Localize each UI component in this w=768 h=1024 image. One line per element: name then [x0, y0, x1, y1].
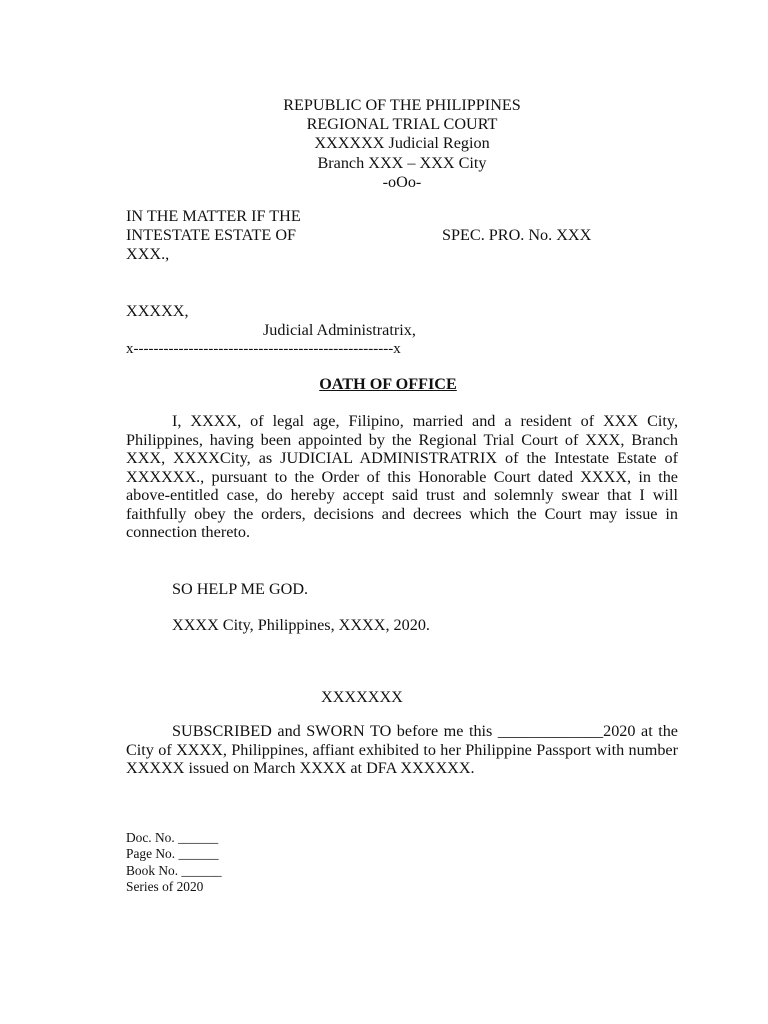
doc-number: Doc. No. ______ — [126, 830, 219, 845]
caption-line-3: XXX., — [126, 245, 170, 264]
affiant-name: XXXXXXX — [321, 688, 403, 706]
caption-divider: x----------------------------------------------------x — [126, 341, 401, 357]
caption-line-1: IN THE MATTER IF THE — [126, 207, 301, 225]
page-number: Page No. ______ — [126, 846, 219, 862]
notarial-details — [126, 830, 222, 896]
case-number: SPEC. PRO. No. XXX — [442, 226, 592, 244]
place-and-date: XXXX City, Philippines, XXXX, 2020. — [172, 616, 430, 634]
closing-line: SO HELP ME GOD. — [172, 580, 309, 598]
series-year: Series of 2020 — [126, 879, 204, 895]
party-name: XXXXX, — [126, 302, 189, 320]
caption-line-2: INTESTATE ESTATE OF — [126, 226, 297, 245]
oath-text: I, XXXX, of legal age, Filipino, married and a resident of XXX City, Philippines, having been appointed by the Regional Trial Court of XXX, Branch XXX, XXXXCity, as JUDICIAL ADMINISTRATRIX of the Intestate Estate of XXXXXX., pursuant to the Order of this Honorable Court dated XXXX, in the above-entitled case, do hereby accept said trust and solemnly swear that I will faithfully obey the orders, decisions and decrees which the Court may issue in connection thereto. — [126, 412, 678, 541]
header-ornament: -oOo- — [382, 172, 422, 191]
oath-paragraph — [126, 412, 678, 542]
jurat-text: SUBSCRIBED and SWORN TO before me this _____________2020 at the City of XXXX, Philippines, affiant exhibited to her Philippine Passport with number XXXXX issued on March XXXX at DFA XXXXXX. — [126, 722, 678, 777]
document-title: OATH OF OFFICE — [319, 375, 457, 393]
case-caption — [126, 207, 301, 265]
header-branch: Branch XXX – XXX City — [317, 153, 487, 172]
header-republic: REPUBLIC OF THE PHILIPPINES — [283, 96, 521, 114]
party-role: Judicial Administratrix, — [263, 321, 416, 339]
book-number: Book No. ______ — [126, 862, 222, 878]
court-header — [0, 96, 768, 192]
jurat-paragraph — [126, 722, 678, 778]
header-court: REGIONAL TRIAL COURT — [306, 115, 498, 134]
header-region: XXXXXX Judicial Region — [314, 134, 490, 153]
